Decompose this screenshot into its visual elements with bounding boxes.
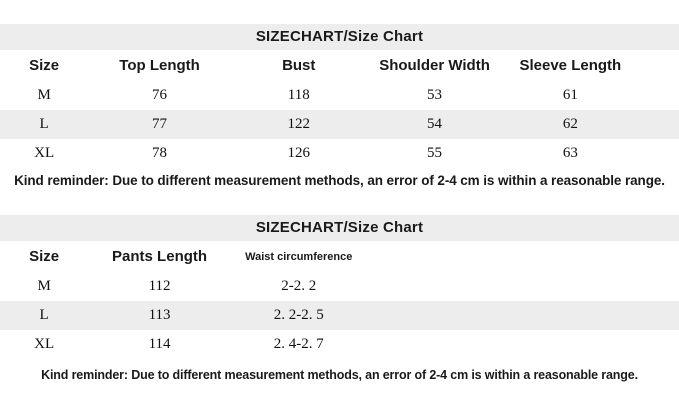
kind-reminder-note: Kind reminder: Due to different measurement methods, an error of 2-4 cm is within a reasonable range. bbox=[41, 368, 638, 382]
table-cell: M bbox=[37, 278, 51, 294]
column-header: Pants Length bbox=[112, 248, 208, 265]
table-cell: 112 bbox=[148, 278, 171, 294]
column-header: Size bbox=[29, 248, 60, 265]
table-row bbox=[0, 139, 679, 168]
table-cell: 118 bbox=[287, 87, 310, 103]
header-row bbox=[0, 241, 679, 272]
table-cell bbox=[502, 330, 638, 359]
table-cell bbox=[638, 110, 679, 139]
table-cell: 61 bbox=[562, 87, 578, 103]
header-row bbox=[0, 50, 679, 81]
size-chart-title: SIZECHART/Size Chart bbox=[0, 24, 679, 50]
table-cell: L bbox=[39, 307, 49, 323]
pants-size-chart bbox=[0, 215, 679, 382]
table-row bbox=[0, 272, 679, 301]
table-cell bbox=[502, 301, 638, 330]
table-cell bbox=[367, 330, 503, 359]
table-cell: 55 bbox=[427, 145, 443, 161]
top-size-table bbox=[0, 50, 679, 168]
table-cell: 76 bbox=[152, 87, 168, 103]
table-cell: XL bbox=[34, 336, 55, 352]
table-row bbox=[0, 110, 679, 139]
table-cell: 2. 2-2. 5 bbox=[273, 307, 324, 323]
table-cell: 2. 4-2. 7 bbox=[273, 336, 324, 352]
table-cell: 2-2. 2 bbox=[281, 278, 317, 294]
table-cell: 78 bbox=[152, 145, 168, 161]
table-cell bbox=[638, 330, 679, 359]
column-header: Top Length bbox=[119, 57, 200, 74]
table-cell bbox=[638, 81, 679, 110]
column-header: Bust bbox=[282, 57, 316, 74]
column-header: Waist circumference bbox=[245, 250, 353, 263]
table-cell bbox=[638, 139, 679, 168]
table-cell bbox=[367, 301, 503, 330]
table-cell: 122 bbox=[287, 116, 310, 132]
table-cell bbox=[638, 272, 679, 301]
kind-reminder-note: Kind reminder: Due to different measurement methods, an error of 2-4 cm is within a reasonable range. bbox=[14, 173, 665, 188]
size-chart-title: SIZECHART/Size Chart bbox=[0, 215, 679, 241]
top-size-chart bbox=[0, 24, 679, 189]
column-header: Shoulder Width bbox=[379, 57, 490, 74]
column-header bbox=[502, 241, 638, 272]
table-cell: M bbox=[37, 87, 51, 103]
table-cell: 114 bbox=[148, 336, 171, 352]
table-cell bbox=[502, 272, 638, 301]
table-cell bbox=[367, 272, 503, 301]
table-cell: 113 bbox=[148, 307, 171, 323]
table-row bbox=[0, 301, 679, 330]
table-cell: 126 bbox=[287, 145, 310, 161]
table-cell: 54 bbox=[427, 116, 443, 132]
table-cell bbox=[638, 301, 679, 330]
table-cell: 53 bbox=[427, 87, 443, 103]
table-row bbox=[0, 330, 679, 359]
column-header bbox=[638, 50, 679, 81]
column-header: Sleeve Length bbox=[519, 57, 622, 74]
pants-size-table bbox=[0, 241, 679, 359]
table-cell: 63 bbox=[562, 145, 578, 161]
column-header: Size bbox=[29, 57, 60, 74]
table-cell: 77 bbox=[152, 116, 168, 132]
table-cell: XL bbox=[34, 145, 55, 161]
table-row bbox=[0, 81, 679, 110]
table-cell: 62 bbox=[562, 116, 578, 132]
column-header bbox=[367, 241, 503, 272]
column-header bbox=[638, 241, 679, 272]
table-cell: L bbox=[39, 116, 49, 132]
